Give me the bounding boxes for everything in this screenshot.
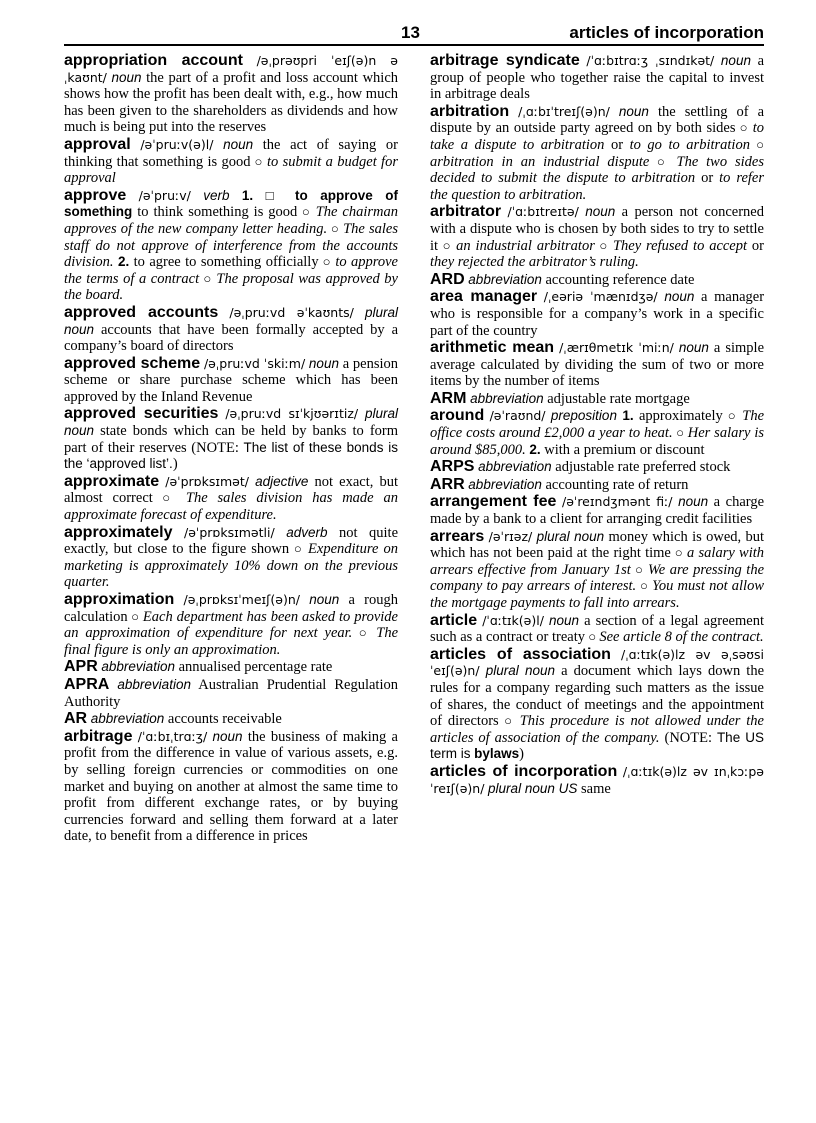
example: We are pressing the company to pay arrears of interest. (430, 561, 765, 595)
example-separator-icon: ○ (289, 541, 309, 557)
headword: approved scheme (64, 354, 201, 372)
connector: or (747, 237, 764, 254)
example: to go to arbitration (629, 136, 750, 153)
definition: a document which lays down the rules for a company regarding such matters as the issue of shares, the conduct of meetings and the appointment of directors (430, 663, 765, 730)
definition: same (580, 780, 611, 797)
pronunciation: /ˈɑːtɪk(ə)l/ (482, 612, 544, 628)
definition: approximately (638, 408, 723, 425)
headword: arrears (430, 527, 485, 545)
header-rule (64, 44, 764, 46)
headword: around (430, 407, 485, 425)
part-of-speech: plural noun (64, 304, 399, 337)
pronunciation: /ˌeəriə ˈmænɪdʒə/ (543, 289, 658, 305)
part-of-speech: abbreviation (101, 659, 175, 675)
note-text: The list of these bonds is the ‘approved list’. (64, 439, 398, 472)
definition: a rough calculation (64, 592, 399, 625)
part-of-speech: abbreviation (90, 711, 165, 727)
example-separator-icon: ○ (722, 408, 743, 424)
running-head: articles of incorporation (569, 23, 764, 42)
headword: approximately (64, 523, 173, 541)
definition: a simple average calculated by dividing the sum of two or more items by the number of items (430, 340, 764, 390)
pronunciation: /əˈpruːv(ə)l/ (140, 136, 214, 152)
example-separator-icon: ○ (735, 120, 753, 136)
example-separator-icon: ○ (297, 204, 316, 220)
definition: adjustable rate preferred stock (555, 459, 731, 476)
part-of-speech: noun (585, 204, 616, 220)
example: The final figure is only an approximation. (64, 625, 398, 658)
sense-number: 2. (529, 441, 541, 457)
note-label: NOTE (196, 439, 235, 456)
pronunciation: /ˌɑːbɪˈtreɪʃ(ə)n/ (518, 103, 610, 119)
part-of-speech: noun (664, 289, 695, 305)
headword: area manager (430, 288, 538, 306)
part-of-speech: noun (223, 136, 254, 152)
example-separator-icon: ○ (327, 220, 344, 236)
definition: money which is owed, but which has not been paid at the right time (430, 528, 765, 562)
part-of-speech: noun (111, 69, 142, 85)
example: The two sides decided to submit the dispute to arbitration (430, 153, 764, 187)
dictionary-entry (430, 272, 764, 289)
definition: a person not concerned with a dispute who is chosen by both sides to try to settle it (430, 204, 764, 254)
part-of-speech: verb (203, 187, 230, 203)
dictionary-entry (430, 289, 764, 339)
example-separator-icon: ○ (199, 270, 217, 286)
example-separator-icon: ○ (250, 153, 268, 169)
example: to take a dispute to arbitration (430, 120, 764, 153)
dictionary-entry: articles of association /ˌɑːtɪk(ə)lz əv əˌsəʊsiˈeɪʃ(ə)n/ plural noun a document which lays down the rules for a company regarding such matters as the issue of shares, the conduct of meetings and the appointment of directors ○ This procedure is not allowed under the articles of association of the company. (NOTE: The US term is bylaws) (430, 645, 765, 763)
example: You must not allow the mortgage payments to fall into arrears. (430, 578, 764, 611)
example: arbitration in an industrial dispute (430, 153, 650, 170)
example: to refer the question to arbitration. (430, 170, 764, 203)
part-of-speech: noun (212, 728, 243, 744)
dictionary-entry (64, 592, 398, 658)
pronunciation: /əˌprəʊpri ˈeɪʃ(ə)n əˌkaʊnt/ (64, 53, 398, 85)
example-separator-icon: ○ (498, 713, 520, 729)
headword: articles of association (430, 645, 611, 663)
part-of-speech: abbreviation (478, 459, 552, 475)
part-of-speech: abbreviation (470, 390, 544, 406)
definition: accounts receivable (167, 711, 282, 728)
left-column (64, 53, 398, 846)
definition: a charge made by a bank to a client for arranging credit facilities (430, 494, 765, 528)
dictionary-entry (64, 729, 398, 845)
dictionary-entry (64, 711, 398, 728)
dictionary-entry (430, 53, 764, 103)
part-of-speech: noun (309, 592, 340, 607)
headword: arbitrage syndicate (430, 52, 580, 69)
example: Her salary is around $85,000. (430, 425, 764, 458)
headword: approved securities (64, 405, 219, 423)
pronunciation: /əˈrɪəz/ (488, 528, 533, 544)
definition: a section of a legal agreement such as a contract or treaty (430, 612, 764, 646)
headword: article (430, 611, 478, 629)
part-of-speech: adjective (255, 473, 309, 489)
note-text: The US term is (430, 729, 764, 762)
pronunciation: /ˈɑːbɪˌtrɑːʒ/ (137, 728, 208, 744)
headword: approximation (64, 591, 175, 608)
headword: arbitrage (64, 727, 133, 745)
headword: arbitrator (430, 203, 502, 221)
part-of-speech: abbreviation (468, 476, 542, 492)
headword: ARPS (430, 458, 475, 476)
headword: approximate (64, 472, 160, 490)
dictionary-entry: approved securities /əˌpruːvd sɪˈkjʊərɪtiz/ plural noun state bonds which can be held by banks to form part of their reserves (NOTE: The list of these bonds is the ‘approved list’.) (64, 405, 399, 473)
definition: Australian Prudential Regulation Authority (64, 676, 398, 710)
part-of-speech: preposition (550, 408, 617, 424)
example: See article 8 of the contract. (599, 629, 764, 646)
headword: APR (64, 658, 98, 676)
pronunciation: /ˈɑːbɪtrɑːʒ ˌsɪndɪkət/ (586, 53, 715, 68)
definition: to think something is good (137, 204, 298, 221)
example: a salary with arrears effective from January 1st (430, 545, 764, 578)
dictionary-entry (430, 340, 764, 390)
dictionary-entry (430, 477, 764, 494)
headword: approval (64, 135, 131, 153)
definition: the part of a profit and loss account which shows how the profit has been dealt with, e.g., how much has been given to the shareholders as dividends and how much is being put into the reserves (64, 69, 398, 136)
headword: AR (64, 710, 88, 728)
dictionary-entry (430, 613, 764, 646)
pronunciation: /əˌpruːvd ˈskiːm/ (203, 355, 306, 371)
note-label: NOTE (669, 729, 708, 746)
pronunciation: /əˌpruːvd sɪˈkjʊərɪtiz/ (225, 406, 359, 422)
headword: arbitration (430, 102, 510, 120)
pronunciation: /əˌprɒksɪˈmeɪʃ(ə)n/ (183, 592, 300, 607)
example: This procedure is not allowed under the articles of association of the company. (430, 713, 764, 746)
part-of-speech: noun (678, 494, 709, 510)
example-separator-icon: ○ (352, 625, 377, 641)
sense-number: 1. (241, 187, 254, 203)
definition: not exact, but almost correct (64, 473, 398, 507)
example-separator-icon: ○ (649, 153, 677, 169)
example: an industrial arbitrator (456, 237, 595, 254)
definition: annualised percentage rate (178, 659, 333, 676)
part-of-speech: noun (548, 612, 580, 628)
part-of-speech: plural noun (485, 663, 555, 679)
page-number: 13 (401, 23, 420, 42)
note-close: ) (519, 746, 524, 763)
example-separator-icon: ○ (636, 578, 653, 594)
definition: accounts that have been formally accepted by a company’s board of directors (64, 321, 399, 355)
connector: or (695, 170, 720, 187)
right-column (430, 53, 764, 798)
dictionary-entry (430, 391, 764, 408)
example: to approve the terms of a contract (64, 254, 398, 287)
definition: accounting reference date (545, 271, 695, 288)
dictionary-entry (430, 459, 764, 476)
dictionary-entry (64, 474, 398, 524)
example-separator-icon: ○ (438, 237, 457, 253)
pronunciation: /ˌɑːtɪk(ə)lz əv əˌsəʊsiˈeɪʃ(ə)n/ (430, 646, 764, 679)
pronunciation: /əˈreɪndʒmənt fiː/ (561, 494, 673, 510)
headword: APRA (64, 675, 110, 693)
headword: ARD (430, 270, 465, 288)
part-of-speech: plural noun (64, 406, 399, 439)
headword: appropriation account (64, 52, 243, 69)
example-separator-icon: ○ (585, 629, 600, 645)
example-separator-icon: ○ (670, 545, 688, 561)
example-separator-icon: ○ (318, 254, 336, 270)
dictionary-entry (64, 305, 398, 355)
example-separator-icon: ○ (152, 490, 186, 506)
dictionary-entry (64, 525, 398, 591)
pronunciation: /ˌɑːtɪk(ə)lz əv ɪnˌkɔːpəˈreɪʃ(ə)n/ (430, 763, 765, 796)
pronunciation: /ˌærɪθmetɪk ˈmiːn/ (559, 340, 674, 356)
example: Expenditure on marketing is approximately 10% down on the previous quarter. (64, 541, 399, 591)
note-term: bylaws (474, 746, 520, 762)
dictionary-entry (430, 764, 764, 797)
example: Each department has been asked to provide an approximation of expenditure for next year. (64, 608, 398, 642)
definition: with a premium or discount (544, 441, 705, 458)
example: The sales staff do not approve of interference from the accounts division. (64, 220, 398, 271)
definition: a manager who is responsible for a company’s work in a specific part of the country (430, 289, 765, 339)
dictionary-entry (64, 677, 398, 710)
example: The chairman approves of the new company letter heading. (64, 204, 399, 237)
pronunciation: /əˈprɒksɪmətli/ (184, 524, 275, 540)
connector: or (604, 136, 630, 153)
part-of-speech: noun (308, 355, 339, 371)
definition: the act of saying or thinking that something is good (64, 136, 399, 170)
example-separator-icon: ○ (594, 237, 613, 253)
pronunciation: /əˈprɒksɪmət/ (165, 473, 249, 489)
headword: approve (64, 186, 127, 204)
dictionary-entry (64, 356, 398, 406)
dictionary-entry (64, 188, 398, 304)
dictionary-entry (64, 137, 398, 187)
part-of-speech: plural noun US (488, 780, 578, 796)
part-of-speech: noun (618, 103, 649, 119)
dictionary-entry (430, 494, 764, 527)
headword: articles of incorporation (430, 762, 618, 780)
definition: to agree to something officially (133, 254, 319, 271)
headword: approved accounts (64, 303, 219, 321)
pronunciation: /əˈpruːv/ (138, 187, 191, 203)
example: They refused to accept (612, 237, 748, 254)
headword: arithmetic mean (430, 339, 555, 357)
example-separator-icon: ○ (127, 608, 143, 624)
dictionary-entry (430, 104, 764, 204)
phrase: □ to approve of something (64, 187, 399, 220)
part-of-speech: adverb (286, 524, 328, 540)
dictionary-entry (64, 659, 398, 676)
definition: accounting rate of return (545, 476, 689, 493)
example-separator-icon: ○ (630, 561, 649, 577)
definition: state bonds which can be held by banks to form part of their reserves (64, 423, 399, 456)
sense-number: 1. (622, 408, 634, 424)
pronunciation: /əˈraʊnd/ (489, 408, 546, 424)
example-separator-icon: ○ (672, 425, 688, 441)
sense-number: 2. (117, 254, 130, 270)
headword: ARR (430, 475, 465, 493)
headword: ARM (430, 389, 467, 407)
part-of-speech: plural noun (536, 528, 605, 544)
definition: adjustable rate mortgage (547, 390, 690, 407)
part-of-speech: noun (678, 340, 709, 356)
part-of-speech: abbreviation (117, 676, 191, 692)
definition: a pension scheme or share purchase scheme which has been approved by the Inland Revenue (64, 355, 399, 405)
part-of-speech: abbreviation (468, 271, 542, 287)
definition: a group of people who together raise the capital to invest in arbitrage deals (430, 53, 765, 103)
dictionary-entry (430, 204, 764, 270)
dictionary-entry (430, 408, 764, 458)
example: they rejected the arbitrator’s ruling. (430, 254, 639, 271)
definition: the settling of a dispute by an outside party agreed on by both sides (430, 103, 765, 137)
example-separator-icon: ○ (749, 136, 764, 152)
example: The office costs around £2,000 a year to heat. (430, 408, 765, 442)
pronunciation: /ˈɑːbɪtreɪtə/ (507, 204, 579, 220)
pronunciation: /əˌpruːvd əˈkaʊnts/ (229, 304, 354, 320)
dictionary-entry (64, 53, 398, 136)
dictionary-entry (430, 529, 764, 612)
example: to submit a budget for approval (64, 153, 398, 187)
example: The sales division has made an approximate forecast of expenditure. (64, 490, 398, 524)
example: The proposal was approved by the board. (64, 270, 398, 304)
definition: not quite exactly, but close to the figure shown (64, 524, 399, 558)
part-of-speech: noun (720, 53, 751, 68)
definition: the business of making a profit from the difference in value of various assets, e.g. by selling foreign currencies or commodities on one market and buying on another at almost the same time to profit from different exchange rates, or by buying currencies forward and selling them forward at a later date, to benefit from a difference in prices (64, 728, 398, 845)
headword: arrangement fee (430, 493, 557, 511)
page-header (64, 22, 764, 44)
